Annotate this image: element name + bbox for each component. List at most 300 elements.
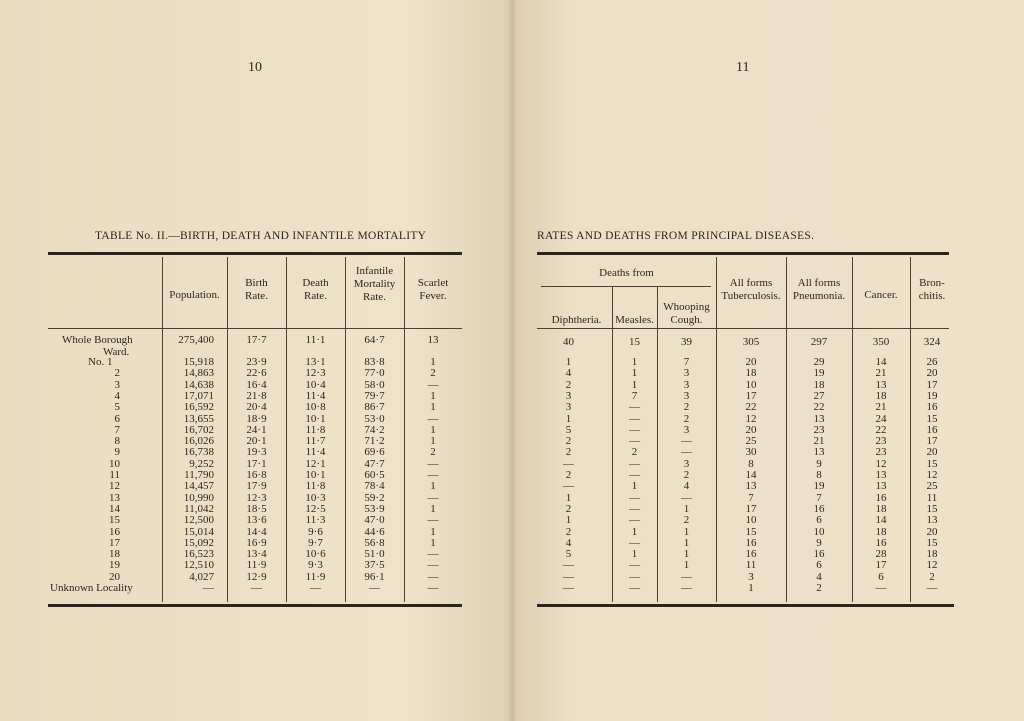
row-label: 20 <box>109 570 120 583</box>
cell-mea: — <box>629 502 640 515</box>
cell-mea: 1 <box>631 548 638 561</box>
cell-scar: 2 <box>430 367 436 380</box>
left-top-rule <box>48 252 462 255</box>
cell-birth: 16·8 <box>246 469 267 481</box>
cell-dip: 1 <box>565 356 572 368</box>
cell-who: 2 <box>683 469 690 481</box>
cell-who: — <box>681 491 692 504</box>
cell-tb: 30 <box>745 446 757 459</box>
cell-tb: 17 <box>745 502 757 515</box>
cell-pn: 9 <box>816 457 822 470</box>
cell-dip: 1 <box>565 412 572 425</box>
cell-birth: 20·1 <box>246 435 267 448</box>
cell-who: 3 <box>683 367 690 380</box>
cell-pop: 14,457 <box>183 480 214 493</box>
cell-dip: 3 <box>565 389 572 402</box>
cell-inf: 71·2 <box>364 435 385 448</box>
cell-can: 13 <box>875 378 887 391</box>
cell-tb: 20 <box>745 423 757 436</box>
cell-dip: 40 <box>563 336 574 348</box>
cell-bro: 15 <box>926 502 938 515</box>
cell-who: — <box>681 582 692 594</box>
cell-death: 12·1 <box>305 457 326 470</box>
cell-bro: 18 <box>926 548 938 561</box>
page-number-left: 10 <box>248 60 262 75</box>
cell-pop: 15,014 <box>183 525 214 538</box>
cell-birth: 17·7 <box>246 334 267 346</box>
cell-pn: 16 <box>813 548 825 561</box>
cell-inf: 60·5 <box>364 469 385 481</box>
cell-birth: 24·1 <box>246 423 267 436</box>
cell-pop: 16,523 <box>183 548 214 561</box>
row-label: 18 <box>109 548 120 561</box>
cell-bro: 2 <box>929 570 935 583</box>
cell-can: 13 <box>875 469 887 481</box>
cell-mea: — <box>629 457 640 470</box>
table-title-right: RATES AND DEATHS FROM PRINCIPAL DISEASES. <box>537 230 815 242</box>
cell-scar: — <box>427 548 439 561</box>
cell-bro: 13 <box>926 514 938 527</box>
cell-who: 1 <box>683 502 690 515</box>
cell-can: 14 <box>875 514 887 527</box>
cell-can: 12 <box>875 457 887 470</box>
book-gutter <box>507 0 517 721</box>
cell-inf: 56·8 <box>364 536 385 549</box>
row-label: Unknown Locality <box>50 582 133 594</box>
cell-pn: 18 <box>813 378 825 391</box>
cell-death: — <box>310 582 321 594</box>
cell-can: 22 <box>875 423 887 436</box>
cell-pop: 275,400 <box>178 334 214 346</box>
cell-can: 23 <box>875 446 887 459</box>
cell-bro: 324 <box>923 336 941 348</box>
cell-inf: 83·8 <box>364 356 385 368</box>
cell-inf: 77·0 <box>364 367 385 380</box>
cell-mea: — <box>629 570 640 583</box>
cell-tb: 8 <box>748 457 754 470</box>
row-label: 7 <box>114 423 120 436</box>
cell-death: 11·8 <box>305 423 326 436</box>
cell-scar: — <box>427 582 439 594</box>
cell-pn: 6 <box>816 514 822 527</box>
cell-who: 3 <box>683 457 690 470</box>
cell-pop: 9,252 <box>189 457 214 470</box>
cell-mea: — <box>629 423 640 436</box>
cell-death: 11·1 <box>305 334 326 346</box>
cell-who: 3 <box>683 423 690 436</box>
cell-pop: 14,863 <box>183 367 214 380</box>
cell-tb: 305 <box>742 336 760 348</box>
cell-bro: 20 <box>926 367 938 380</box>
header-diphtheria: Diphtheria. <box>551 314 602 326</box>
cell-who: 2 <box>683 401 690 414</box>
cell-dip: 1 <box>565 491 572 504</box>
cell-mea: — <box>629 435 640 448</box>
cell-dip: 1 <box>565 514 572 527</box>
cell-scar: — <box>427 514 439 527</box>
cell-death: 11·7 <box>305 435 326 448</box>
cell-can: 18 <box>875 502 887 515</box>
cell-who: 39 <box>681 336 692 348</box>
cell-birth: 14·4 <box>246 525 267 538</box>
cell-mea: — <box>629 559 640 572</box>
cell-can: 14 <box>875 356 887 368</box>
cell-pop: — <box>203 582 214 594</box>
cell-pn: 4 <box>816 570 822 583</box>
cell-birth: 20·4 <box>246 401 267 414</box>
cell-death: 11·9 <box>305 570 326 583</box>
header-scarlet-fever: Scarlet Fever. <box>417 277 449 302</box>
cell-dip: 2 <box>565 435 572 448</box>
cell-can: 21 <box>875 401 887 414</box>
cell-who: 1 <box>683 559 690 572</box>
cell-mea: 1 <box>631 367 638 380</box>
cell-pn: 6 <box>816 559 822 572</box>
cell-pop: 10,990 <box>183 491 214 504</box>
cell-can: 24 <box>875 412 887 425</box>
cell-pn: 13 <box>813 446 825 459</box>
cell-death: 10·1 <box>305 412 326 425</box>
cell-pn: 8 <box>816 469 822 481</box>
cell-bro: 20 <box>926 446 938 459</box>
row-label: 6 <box>114 412 120 425</box>
cell-bro: 16 <box>926 423 938 436</box>
cell-mea: 1 <box>631 480 638 493</box>
cell-mea: 7 <box>631 389 638 402</box>
cell-death: 10·8 <box>305 401 326 414</box>
cell-inf: 86·7 <box>364 401 385 414</box>
cell-scar: 2 <box>430 446 436 459</box>
cell-tb: 3 <box>748 570 754 583</box>
cell-mea: — <box>629 536 640 549</box>
cell-scar: — <box>427 491 439 504</box>
cell-bro: — <box>926 582 938 594</box>
header-deaths-from: Deaths from <box>599 267 654 279</box>
cell-who: — <box>681 435 692 448</box>
cell-mea: — <box>629 491 640 504</box>
cell-birth: 12·9 <box>246 570 267 583</box>
cell-death: 10·6 <box>305 548 326 561</box>
cell-pop: 16,738 <box>183 446 214 459</box>
cell-dip: — <box>563 457 574 470</box>
cell-death: 11·4 <box>305 389 326 402</box>
cell-death: 12·5 <box>305 502 326 515</box>
cell-scar: 1 <box>430 435 436 448</box>
cell-scar: — <box>427 457 439 470</box>
cell-birth: 17·1 <box>246 457 267 470</box>
cell-dip: 2 <box>565 502 572 515</box>
cell-can: 13 <box>875 480 887 493</box>
cell-scar: 1 <box>430 480 436 493</box>
cell-death: 12·3 <box>305 367 326 380</box>
cell-who: 1 <box>683 548 690 561</box>
cell-inf: 64·7 <box>364 334 385 346</box>
cell-mea: — <box>629 412 640 425</box>
cell-death: 10·4 <box>305 378 326 391</box>
right-top-rule <box>537 252 949 255</box>
cell-pn: 21 <box>813 435 825 448</box>
row-label: 15 <box>109 514 120 527</box>
cell-pop: 12,510 <box>183 559 214 572</box>
header-pneumonia: All forms Pneumonia. <box>792 277 846 302</box>
cell-birth: 16·4 <box>246 378 267 391</box>
cell-mea: 1 <box>631 378 638 391</box>
cell-dip: — <box>563 570 574 583</box>
cell-can: — <box>875 582 887 594</box>
cell-can: 18 <box>875 389 887 402</box>
cell-inf: — <box>369 582 380 594</box>
cell-inf: 59·2 <box>364 491 385 504</box>
cell-inf: 47·7 <box>364 457 385 470</box>
row-label: 12 <box>109 480 120 493</box>
cell-mea: — <box>629 582 640 594</box>
cell-pop: 16,592 <box>183 401 214 414</box>
cell-pop: 16,702 <box>183 423 214 436</box>
row-label: 2 <box>114 367 120 380</box>
cell-can: 6 <box>878 570 884 583</box>
cell-pn: 27 <box>813 389 825 402</box>
header-whooping-cough: Whooping Cough. <box>663 301 710 326</box>
row-label: 11 <box>109 469 120 481</box>
cell-pn: 297 <box>810 336 828 348</box>
cell-death: 11·4 <box>305 446 326 459</box>
cell-pn: 10 <box>813 525 825 538</box>
cell-bro: 12 <box>926 559 938 572</box>
cell-inf: 78·4 <box>364 480 385 493</box>
cell-bro: 11 <box>926 491 938 504</box>
cell-dip: 2 <box>565 446 572 459</box>
row-label-ward: Ward. <box>103 346 130 358</box>
cell-bro: 12 <box>926 469 938 481</box>
cell-bro: 15 <box>926 536 938 549</box>
cell-bro: 16 <box>926 401 938 414</box>
cell-birth: 17·9 <box>246 480 267 493</box>
cell-inf: 44·6 <box>364 525 385 538</box>
cell-tb: 16 <box>745 536 757 549</box>
cell-tb: 12 <box>745 412 757 425</box>
cell-inf: 37·5 <box>364 559 385 572</box>
cell-who: 4 <box>683 480 690 493</box>
cell-tb: 13 <box>745 480 757 493</box>
cell-who: 1 <box>683 525 690 538</box>
cell-dip: — <box>563 582 574 594</box>
cell-tb: 15 <box>745 525 757 538</box>
cell-pn: 7 <box>816 491 822 504</box>
cell-bro: 17 <box>926 378 938 391</box>
header-cancer: Cancer. <box>864 289 898 301</box>
cell-pop: 17,071 <box>183 389 214 402</box>
cell-tb: 10 <box>745 378 757 391</box>
cell-birth: 16·9 <box>246 536 267 549</box>
cell-scar: 1 <box>430 423 436 436</box>
cell-pop: 15,092 <box>183 536 214 549</box>
cell-who: 7 <box>683 356 690 368</box>
cell-dip: 3 <box>565 401 572 414</box>
cell-pn: 9 <box>816 536 822 549</box>
cell-scar: 1 <box>430 401 436 414</box>
cell-tb: 17 <box>745 389 757 402</box>
cell-bro: 25 <box>926 480 938 493</box>
cell-dip: 2 <box>565 378 572 391</box>
cell-dip: 4 <box>565 536 572 549</box>
row-label: 4 <box>114 389 120 402</box>
row-label: 3 <box>114 378 120 391</box>
cell-death: 9·7 <box>308 536 323 549</box>
cell-dip: — <box>563 559 574 572</box>
cell-pn: 22 <box>813 401 825 414</box>
cell-inf: 51·0 <box>364 548 385 561</box>
cell-scar: 13 <box>427 334 439 346</box>
header-bronchitis: Bron- chitis. <box>918 277 946 302</box>
cell-death: 10·1 <box>305 469 326 481</box>
cell-birth: 13·6 <box>246 514 267 527</box>
cell-birth: 13·4 <box>246 548 267 561</box>
cell-can: 23 <box>875 435 887 448</box>
cell-who: — <box>681 570 692 583</box>
cell-death: 9·6 <box>308 525 323 538</box>
cell-death: 9·3 <box>308 559 323 572</box>
cell-scar: 1 <box>430 536 436 549</box>
right-bottom-rule <box>537 604 954 607</box>
cell-scar: — <box>427 570 439 583</box>
cell-death: 11·3 <box>305 514 326 527</box>
cell-inf: 96·1 <box>364 570 385 583</box>
cell-pop: 15,918 <box>183 356 214 368</box>
row-label: 19 <box>109 559 120 572</box>
cell-scar: — <box>427 378 439 391</box>
cell-inf: 47·0 <box>364 514 385 527</box>
left-header-rule <box>48 328 462 329</box>
cell-scar: 1 <box>430 389 436 402</box>
row-label: 5 <box>114 401 120 414</box>
cell-tb: 14 <box>745 469 757 481</box>
header-tuberculosis: All forms Tuberculosis. <box>721 277 781 302</box>
cell-pop: 11,042 <box>184 502 214 515</box>
cell-can: 16 <box>875 491 887 504</box>
cell-tb: 7 <box>748 491 754 504</box>
cell-tb: 20 <box>745 356 757 368</box>
cell-inf: 69·6 <box>364 446 385 459</box>
cell-birth: 11·9 <box>246 559 267 572</box>
cell-pn: 16 <box>813 502 825 515</box>
cell-birth: 21·8 <box>246 389 267 402</box>
cell-birth: 22·6 <box>246 367 267 380</box>
cell-dip: 2 <box>565 469 572 481</box>
cell-scar: — <box>427 559 439 572</box>
cell-mea: 15 <box>629 336 640 348</box>
cell-pn: 19 <box>813 367 825 380</box>
deaths-from-rule <box>541 286 711 287</box>
row-label: 16 <box>109 525 120 538</box>
cell-birth: — <box>251 582 262 594</box>
page-number-right: 11 <box>736 60 750 75</box>
cell-who: 2 <box>683 412 690 425</box>
header-measles: Measles. <box>615 314 654 326</box>
cell-birth: 18·9 <box>246 412 267 425</box>
cell-pop: 13,655 <box>183 412 214 425</box>
cell-inf: 74·2 <box>364 423 385 436</box>
cell-mea: 1 <box>631 356 638 368</box>
cell-tb: 10 <box>745 514 757 527</box>
cell-who: 1 <box>683 536 690 549</box>
cell-tb: 25 <box>745 435 757 448</box>
header-infantile-mortality: Infantile Mortality Rate. <box>353 265 396 303</box>
cell-dip: 4 <box>565 367 572 380</box>
header-death-rate: Death Rate. <box>302 277 329 302</box>
row-label: 8 <box>114 435 120 448</box>
cell-scar: 1 <box>430 356 436 368</box>
cell-death: 10·3 <box>305 491 326 504</box>
cell-birth: 19·3 <box>246 446 267 459</box>
row-label: No. 1 <box>88 356 113 368</box>
cell-who: 2 <box>683 514 690 527</box>
cell-scar: 1 <box>430 502 436 515</box>
cell-tb: 11 <box>745 559 757 572</box>
cell-bro: 15 <box>926 457 938 470</box>
cell-tb: 16 <box>745 548 757 561</box>
row-label: 9 <box>114 446 120 459</box>
cell-inf: 79·7 <box>364 389 385 402</box>
row-label: 17 <box>109 536 120 549</box>
cell-bro: 19 <box>926 389 938 402</box>
cell-scar: — <box>427 469 439 481</box>
cell-pop: 12,500 <box>183 514 214 527</box>
cell-bro: 20 <box>926 525 938 538</box>
cell-scar: — <box>427 412 439 425</box>
cell-mea: — <box>629 514 640 527</box>
cell-dip: — <box>563 480 574 493</box>
cell-birth: 18·5 <box>246 502 267 515</box>
cell-who: 3 <box>683 378 690 391</box>
cell-pop: 16,026 <box>183 435 214 448</box>
cell-tb: 1 <box>748 582 754 594</box>
cell-who: — <box>681 446 692 459</box>
cell-bro: 17 <box>926 435 938 448</box>
cell-death: 13·1 <box>305 356 326 368</box>
table-title-left: TABLE No. II.—BIRTH, DEATH AND INFANTILE MORTALITY <box>95 230 427 242</box>
cell-tb: 18 <box>745 367 757 380</box>
cell-death: 11·8 <box>305 480 326 493</box>
cell-birth: 12·3 <box>246 491 267 504</box>
cell-inf: 53·0 <box>364 412 385 425</box>
cell-pn: 13 <box>813 412 825 425</box>
row-label: Whole Borough <box>62 334 133 346</box>
cell-birth: 23·9 <box>246 356 267 368</box>
cell-pop: 14,638 <box>183 378 214 391</box>
header-population: Population. <box>169 289 220 301</box>
cell-dip: 5 <box>565 548 572 561</box>
cell-can: 16 <box>875 536 887 549</box>
cell-pop: 4,027 <box>189 570 214 583</box>
cell-inf: 53·9 <box>364 502 385 515</box>
cell-pn: 2 <box>816 582 822 594</box>
cell-bro: 15 <box>926 412 938 425</box>
cell-can: 28 <box>875 548 887 561</box>
cell-pop: 11,790 <box>184 469 214 481</box>
cell-can: 350 <box>872 336 890 348</box>
row-label: 10 <box>109 457 120 470</box>
left-bottom-rule <box>48 604 462 607</box>
cell-dip: 5 <box>565 423 572 436</box>
cell-bro: 26 <box>926 356 938 368</box>
cell-dip: 2 <box>565 525 572 538</box>
right-header-rule <box>537 328 949 329</box>
row-label: 14 <box>109 502 120 515</box>
row-label: 13 <box>109 491 120 504</box>
cell-inf: 58·0 <box>364 378 385 391</box>
cell-pn: 29 <box>813 356 825 368</box>
cell-can: 17 <box>875 559 887 572</box>
